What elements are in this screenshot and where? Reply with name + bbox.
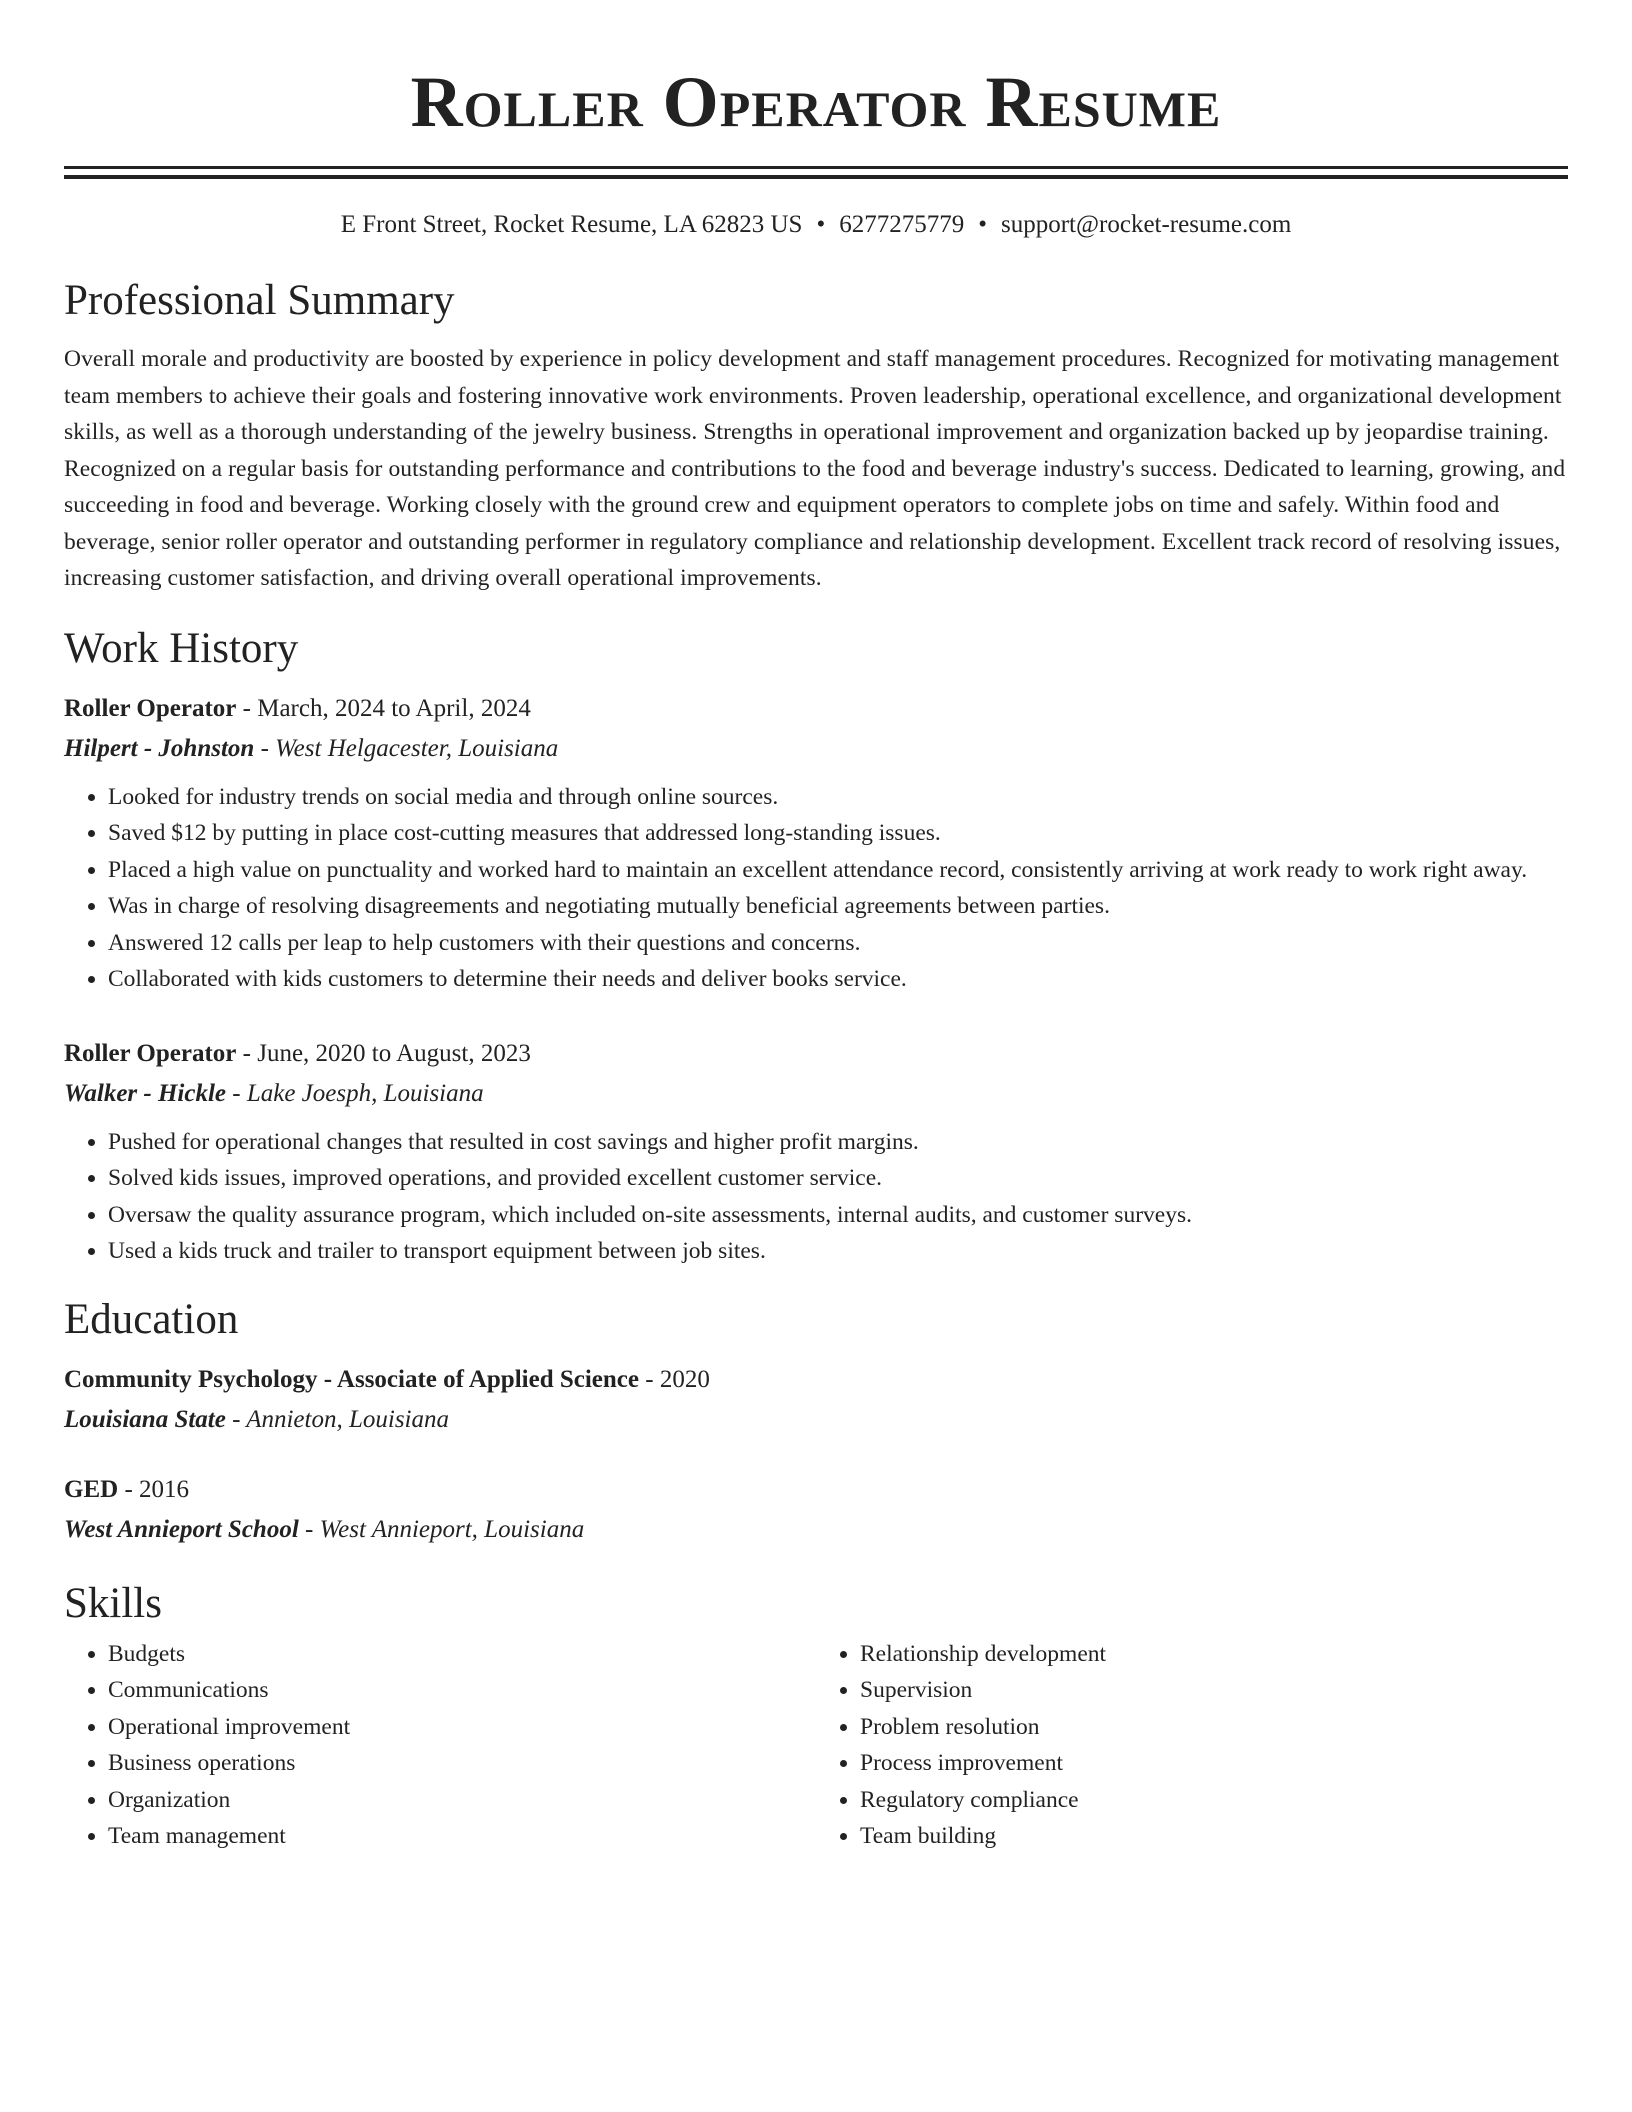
education-location: - West Annieport, Louisiana (305, 1515, 585, 1543)
summary-section (64, 275, 1568, 597)
skill-item: • Budgets (108, 1636, 816, 1673)
skills-list-right (816, 1636, 1568, 1855)
skill-item: • Problem resolution (860, 1709, 1568, 1746)
contact-phone: 6277275779 (839, 211, 965, 238)
job-title: Roller Operator (64, 1039, 237, 1067)
summary-heading: Professional Summary (64, 277, 455, 324)
job-title-line (64, 1034, 1568, 1074)
job-bullet: • Answered 12 calls per leap to help customers with their questions and concerns. (108, 925, 1568, 962)
contact-address: E Front Street, Rocket Resume, LA 62823 US (340, 211, 803, 238)
job-bullet: • Used a kids truck and trailer to transport equipment between job sites. (108, 1233, 1568, 1270)
education-school: West Annieport School (64, 1515, 299, 1543)
contact-email: support@rocket-resume.com (1001, 211, 1292, 238)
education-degree: GED (64, 1475, 119, 1503)
education-entry (64, 1470, 1568, 1550)
job-location: - Lake Joesph, Louisiana (232, 1079, 484, 1107)
education-school-line (64, 1400, 1568, 1440)
job-company-line (64, 729, 1568, 769)
work-history-heading: Work History (64, 624, 299, 672)
contact-separator: • (978, 211, 987, 238)
job-title: Roller Operator (64, 694, 237, 722)
education-year: - 2016 (124, 1475, 190, 1503)
skill-item: • Team management (108, 1818, 816, 1855)
skills-section (64, 1578, 1568, 1855)
contact-line (64, 209, 1568, 241)
skills-columns (64, 1636, 1568, 1855)
job-company: Walker - Hickle (64, 1079, 226, 1107)
job-company-line (64, 1074, 1568, 1114)
job-company: Hilpert - Johnston (64, 734, 255, 762)
education-school-line (64, 1510, 1568, 1550)
skill-item: • Team building (860, 1818, 1568, 1855)
job-bullet: • Collaborated with kids customers to determine their needs and deliver books service. (108, 961, 1568, 998)
job-bullets (64, 779, 1568, 998)
job-dates: - March, 2024 to April, 2024 (242, 694, 531, 722)
job-bullet: • Saved $12 by putting in place cost-cutting measures that addressed long-standing issues. (108, 815, 1568, 852)
job-bullets (64, 1124, 1568, 1270)
resume-title: Roller Operator Resume (410, 62, 1222, 142)
title-divider-bottom (64, 175, 1568, 179)
work-history-section (64, 623, 1568, 1270)
job-entry (64, 689, 1568, 998)
education-degree-line (64, 1470, 1568, 1510)
skills-heading: Skills (64, 1579, 162, 1627)
skill-item: • Communications (108, 1672, 816, 1709)
skill-item: • Operational improvement (108, 1709, 816, 1746)
skill-item: • Relationship development (860, 1636, 1568, 1673)
job-bullet: • Placed a high value on punctuality and worked hard to maintain an excellent attendance record, consistently arriving at work ready to work right away. (108, 852, 1568, 889)
job-entry (64, 1034, 1568, 1270)
education-degree-line (64, 1360, 1568, 1400)
skill-item: • Supervision (860, 1672, 1568, 1709)
education-school: Louisiana State (64, 1405, 226, 1433)
job-title-line (64, 689, 1568, 729)
skills-list-left (64, 1636, 816, 1855)
job-dates: - June, 2020 to August, 2023 (242, 1039, 531, 1067)
skill-item: • Regulatory compliance (860, 1782, 1568, 1819)
skill-item: • Business operations (108, 1745, 816, 1782)
job-bullet: • Solved kids issues, improved operations, and provided excellent customer service. (108, 1160, 1568, 1197)
job-location: - West Helgacester, Louisiana (260, 734, 559, 762)
education-section (64, 1294, 1568, 1550)
title-divider-top (64, 166, 1568, 169)
skill-item: • Process improvement (860, 1745, 1568, 1782)
job-bullet: • Was in charge of resolving disagreements and negotiating mutually beneficial agreements between parties. (108, 888, 1568, 925)
summary-text: Overall morale and productivity are boosted by experience in policy development and staff management procedures. Recognized for motivating management team members to achieve their goals and fostering innovative work environments. Proven leadership, operational excellence, and organizational development skills, as well as a thorough understanding of the jewelry business. Strengths in operational improvement and organization backed up by jeopardise training. Recognized on a regular basis for outstanding performance and contributions to the food and beverage industry's success. Dedicated to learning, growing, and succeeding in food and beverage. Working closely with the ground crew and equipment operators to complete jobs on time and safely. Within food and beverage, senior roller operator and outstanding performer in regulatory compliance and relationship development. Excellent track record of resolving issues, increasing customer satisfaction, and driving overall operational improvements. (64, 346, 1566, 591)
contact-separator: • (816, 211, 826, 238)
job-bullet: • Pushed for operational changes that resulted in cost savings and higher profit margins. (108, 1124, 1568, 1161)
education-entry (64, 1360, 1568, 1440)
education-heading: Education (64, 1295, 239, 1343)
skill-item: • Organization (108, 1782, 816, 1819)
job-bullet: • Oversaw the quality assurance program, which included on-site assessments, internal audits, and customer surveys. (108, 1197, 1568, 1234)
job-bullet: • Looked for industry trends on social media and through online sources. (108, 779, 1568, 816)
education-location: - Annieton, Louisiana (232, 1405, 450, 1433)
education-year: - 2020 (645, 1365, 710, 1393)
education-degree: Community Psychology - Associate of Applied Science (64, 1365, 639, 1393)
